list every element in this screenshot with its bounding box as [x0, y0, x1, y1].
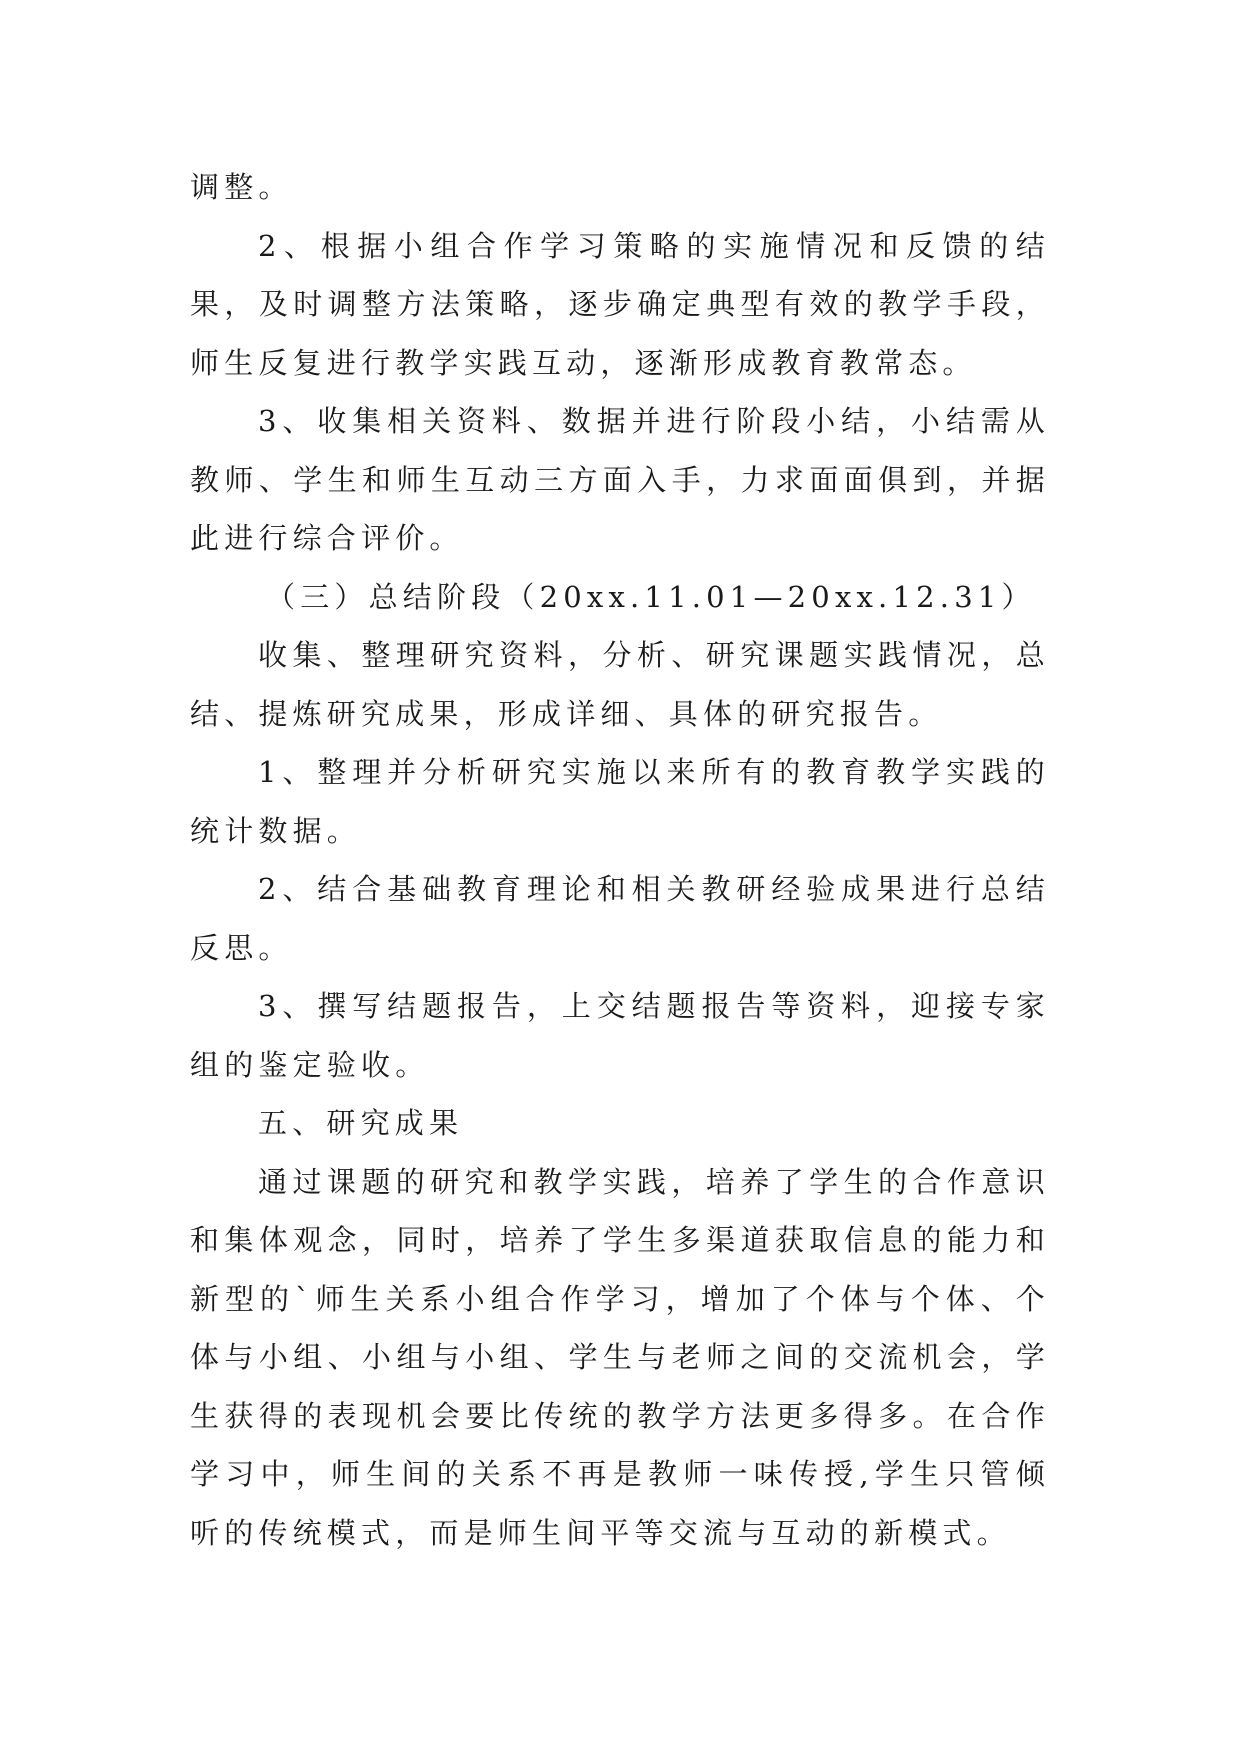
paragraph-summary-stage-intro: 收集、整理研究资料，分析、研究课题实践情况，总结、提炼研究成果，形成详细、具体的研究报告。 [190, 638, 1050, 731]
section-heading-summary-stage: （三）总结阶段（20xx.11.01—20xx.12.31） [266, 579, 1036, 614]
paragraph-item-2-adjust-strategy: 2、根据小组合作学习策略的实施情况和反馈的结果，及时调整方法策略，逐步确定典型有效的教学手段，师生反复进行教学实践互动，逐渐形成教育教常态。 [190, 228, 1050, 380]
section-heading-results: 五、研究成果 [258, 1106, 464, 1140]
paragraph-continuation: 调整。 [190, 170, 293, 204]
paragraph-item-2-reflect: 2、结合基础教育理论和相关教研经验成果进行总结反思。 [190, 872, 1050, 965]
paragraph-results-body: 通过课题的研究和教学实践，培养了学生的合作意识和集体观念，同时，培养了学生多渠道获取信息的能力和新型的`师生关系小组合作学习，增加了个体与个体、个体与小组、小组与小组、学生与老师之间的交流机会，学生获得的表现机会要比传统的教学方法更多得多。在合作学习中，师生间的关系不再是教师一味传授,学生只管倾听的传统模式，而是师生间平等交流与互动的新模式。 [190, 1164, 1050, 1550]
paragraph-item-3-stage-summary: 3、收集相关资料、数据并进行阶段小结，小结需从教师、学生和师生互动三方面入手，力求面面俱到，并据此进行综合评价。 [190, 404, 1050, 555]
paragraph-item-1-analyze-data: 1、整理并分析研究实施以来所有的教育教学实践的统计数据。 [190, 755, 1050, 848]
document-body [190, 158, 1050, 1562]
paragraph-item-3-final-report: 3、撰写结题报告，上交结题报告等资料，迎接专家组的鉴定验收。 [190, 989, 1050, 1082]
